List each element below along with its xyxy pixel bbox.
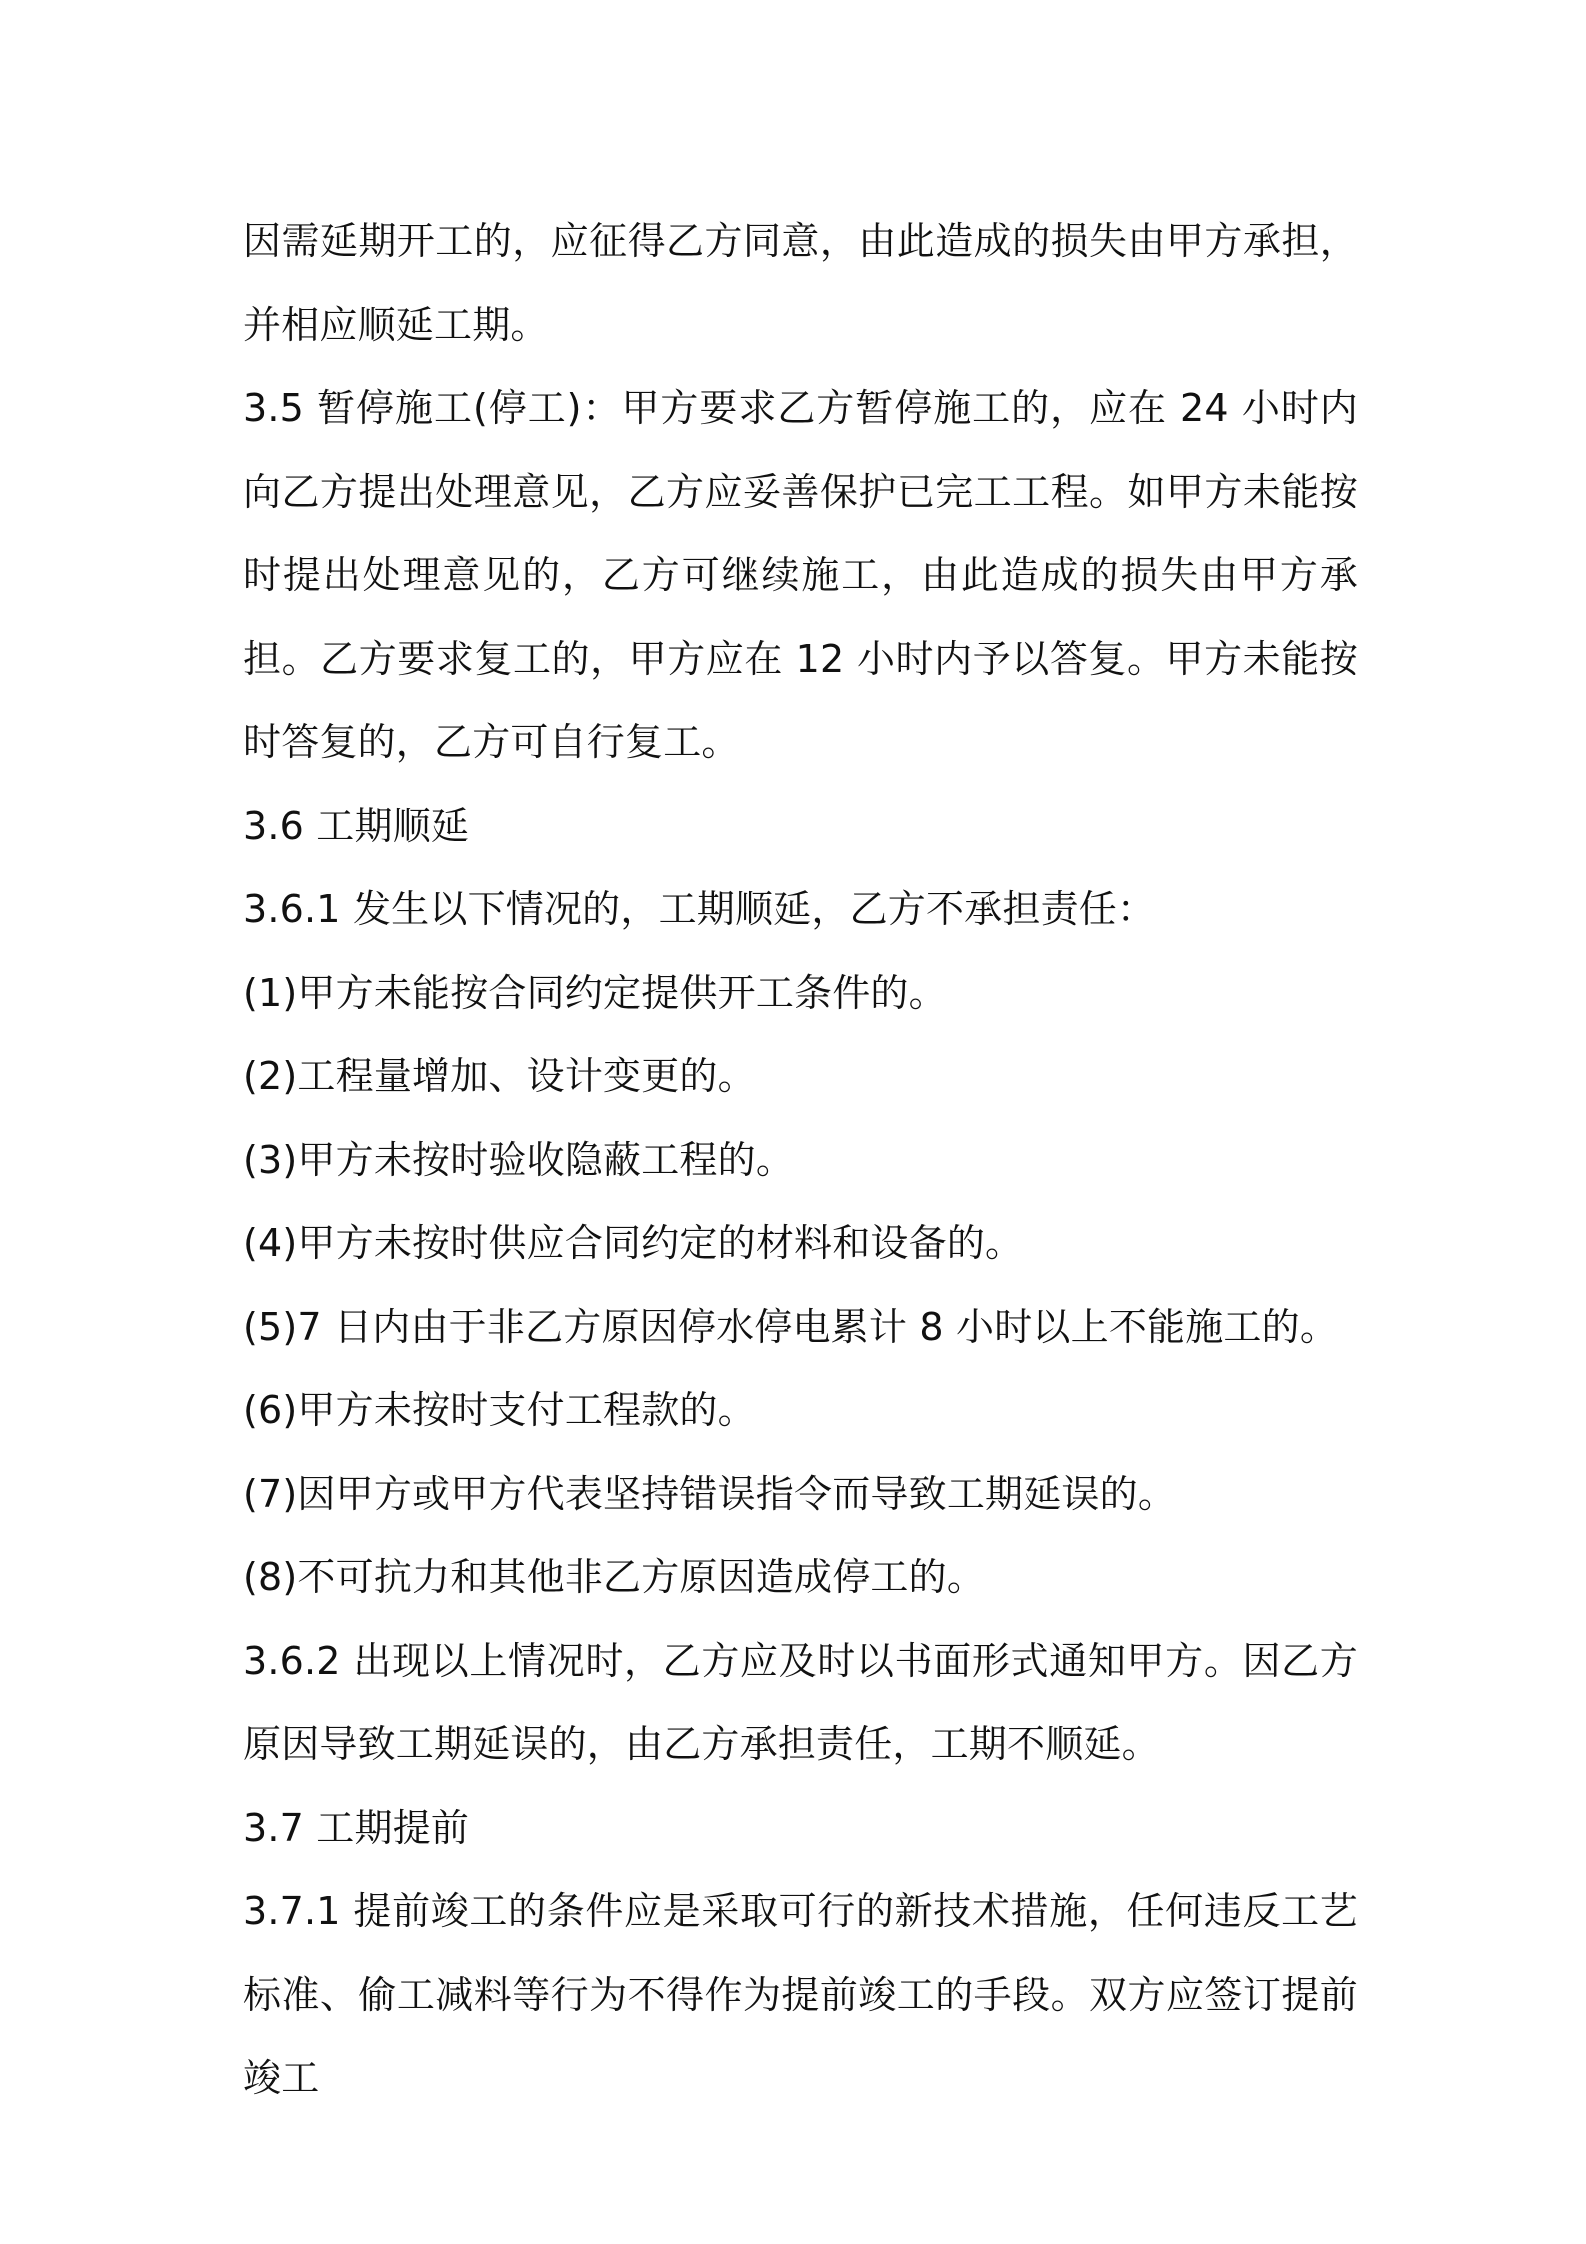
list-item-4: (4)甲方未按时供应合同约定的材料和设备的。 <box>243 1221 1024 1265</box>
list-item-7: (7)因甲方或甲方代表坚持错误指令而导致工期延误的。 <box>243 1471 1177 1516</box>
paragraph-3-5-suspension: 3.5 暂停施工(停工)：甲方要求乙方暂停施工的，应在 24 小时内向乙方提出处理意见，乙方应妥善保护已完工工程。如甲方未能按时提出处理意见的，乙方可继续施工，由此造成的损失由甲方承担。乙方要求复工的，甲方应在 12 小时内予以答复。甲方未能按时答复的，乙方可自行复工。 <box>243 386 1358 764</box>
paragraph-3-6-2: 3.6.2 出现以上情况时，乙方应及时以书面形式通知甲方。因乙方原因导致工期延误的，由乙方承担责任，工期不顺延。 <box>243 1638 1358 1766</box>
paragraph-3-6-1: 3.6.1 发生以下情况的，工期顺延，乙方不承担责任： <box>243 887 1156 931</box>
paragraph-3-7-1: 3.7.1 提前竣工的条件应是采取可行的新技术措施，任何违反工艺标准、偷工减料等行为不得作为提前竣工的手段。双方应签订提前竣工 <box>243 1889 1358 2100</box>
list-item-2: (2)工程量增加、设计变更的。 <box>243 1054 756 1098</box>
heading-3-6: 3.6 工期顺延 <box>243 803 470 848</box>
list-item-8: (8)不可抗力和其他非乙方原因造成停工的。 <box>243 1555 986 1599</box>
contract-text <box>243 200 1358 2121</box>
list-item-3: (3)甲方未按时验收隐蔽工程的。 <box>243 1137 795 1182</box>
heading-3-7: 3.7 工期提前 <box>243 1805 470 1850</box>
list-item-6: (6)甲方未按时支付工程款的。 <box>243 1388 756 1432</box>
list-item-1: (1)甲方未能按合同约定提供开工条件的。 <box>243 970 947 1015</box>
paragraph-delay-start: 因需延期开工的，应征得乙方同意，由此造成的损失由甲方承担，并相应顺延工期。 <box>243 219 1358 347</box>
list-item-5: (5)7 日内由于非乙方原因停水停电累计 8 小时以上不能施工的。 <box>243 1304 1339 1349</box>
